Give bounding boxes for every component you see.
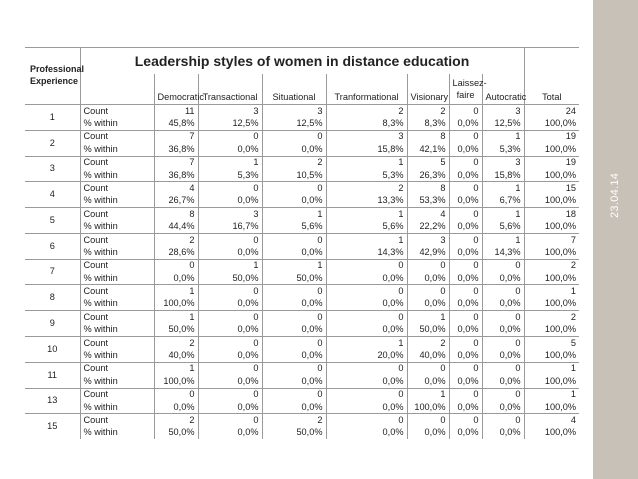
table-cell: 0,0%: [198, 375, 262, 388]
table-cell: 2: [154, 337, 198, 350]
table-cell: 44,4%: [154, 221, 198, 234]
col-header-autocratic: Autocratic: [482, 74, 524, 105]
table-row: [25, 117, 579, 130]
table-cell: 100,0%: [154, 375, 198, 388]
row-label-within: % within: [80, 324, 154, 337]
table-cell: 0,0%: [482, 375, 524, 388]
table-cell: 0,0%: [198, 298, 262, 311]
experience-group-label: 2: [25, 130, 80, 156]
row-label-within: % within: [80, 221, 154, 234]
table-cell: 8,3%: [326, 117, 407, 130]
col-header-visionary: Visionary: [407, 74, 449, 105]
table-cell: 0,0%: [449, 117, 482, 130]
table-cell: 0: [482, 414, 524, 427]
table-cell: 0,0%: [198, 195, 262, 208]
row-label-within: % within: [80, 298, 154, 311]
table-cell: 8: [407, 130, 449, 143]
table-cell: 7: [524, 233, 579, 246]
table-cell: 0: [198, 130, 262, 143]
table-row: [25, 375, 579, 388]
table-cell: 5,3%: [198, 169, 262, 182]
table-cell: 0: [449, 233, 482, 246]
table-cell: 1: [154, 285, 198, 298]
table-cell: 0,0%: [198, 143, 262, 156]
table-cell: 0: [449, 130, 482, 143]
table-cell: 1: [482, 233, 524, 246]
row-label-count: Count: [80, 285, 154, 298]
table-row: [25, 143, 579, 156]
table-cell: 13,3%: [326, 195, 407, 208]
table-cell: 5,6%: [482, 221, 524, 234]
row-label-count: Count: [80, 156, 154, 169]
side-bar: [593, 0, 638, 479]
table-cell: 100,0%: [544, 298, 577, 309]
table-cell: 24: [524, 105, 579, 118]
table-cell: 1: [524, 388, 579, 401]
table-cell: 0,0%: [326, 272, 407, 285]
table-cell: 0,0%: [262, 246, 326, 259]
row-label-count: Count: [80, 259, 154, 272]
table-row: [25, 233, 579, 246]
table-cell: 100,0%: [154, 298, 198, 311]
table-row: [25, 388, 579, 401]
table-cell: 0: [198, 182, 262, 195]
table-cell: 1: [326, 337, 407, 350]
table-cell: 0,0%: [482, 401, 524, 414]
table-cell: 14,3%: [482, 246, 524, 259]
table-cell: 0,0%: [262, 349, 326, 362]
table-cell: 0,0%: [262, 375, 326, 388]
table-cell: 0,0%: [154, 272, 198, 285]
table-cell: 6,7%: [482, 195, 524, 208]
table-cell: 0,0%: [262, 195, 326, 208]
row-label-within: % within: [80, 272, 154, 285]
table-cell: 1: [198, 156, 262, 169]
table-cell: 0: [326, 259, 407, 272]
table-row: [25, 130, 579, 143]
experience-group-label: 7: [25, 259, 80, 285]
table-cell: 0,0%: [449, 324, 482, 337]
professional-experience-header: Professional Experience: [25, 48, 80, 105]
table-cell: 28,6%: [154, 246, 198, 259]
table-cell: 0,0%: [407, 272, 449, 285]
table-cell: 1: [524, 362, 579, 375]
table-cell: 0: [482, 337, 524, 350]
table-cell: 10,5%: [262, 169, 326, 182]
table-cell: 0,0%: [482, 349, 524, 362]
table-cell: 3: [198, 105, 262, 118]
table-cell: 1: [326, 233, 407, 246]
table-cell: 100,0%: [544, 169, 577, 180]
table-cell: 0: [198, 337, 262, 350]
table-cell: 4: [407, 208, 449, 221]
table-cell: 0,0%: [407, 427, 449, 439]
table-cell: 0,0%: [449, 195, 482, 208]
table-cell: 0: [262, 130, 326, 143]
table-cell: 3: [326, 130, 407, 143]
table-cell: 50,0%: [154, 324, 198, 337]
table-cell: 50,0%: [198, 272, 262, 285]
table-cell: 0: [154, 388, 198, 401]
table-row: [25, 298, 579, 311]
experience-group-label: 8: [25, 285, 80, 311]
table-cell: 36,8%: [154, 143, 198, 156]
table-row: [25, 182, 579, 195]
table-cell: 0: [262, 362, 326, 375]
table-cell: 0,0%: [449, 427, 482, 439]
table-cell: 4: [524, 414, 579, 427]
table-row: [25, 246, 579, 259]
table-cell: 0,0%: [154, 401, 198, 414]
table-cell: 5,6%: [262, 221, 326, 234]
table-cell: 0,0%: [482, 298, 524, 311]
table-row: [25, 349, 579, 362]
table-cell: 0: [154, 259, 198, 272]
table-cell: 40,0%: [154, 349, 198, 362]
table-cell: 0: [407, 259, 449, 272]
table-row: [25, 311, 579, 324]
table-cell: 3: [482, 156, 524, 169]
table-cell: 1: [154, 362, 198, 375]
table-cell: 1: [524, 285, 579, 298]
table-cell: 0,0%: [326, 427, 407, 439]
table-row: [25, 259, 579, 272]
table-cell: 50,0%: [154, 427, 198, 439]
table-cell: 100,0%: [544, 401, 577, 412]
table-cell: 0,0%: [449, 143, 482, 156]
table-cell: 2: [326, 182, 407, 195]
table-cell: 0,0%: [326, 375, 407, 388]
row-label-count: Count: [80, 388, 154, 401]
table-cell: 8: [407, 182, 449, 195]
table-cell: 5,6%: [326, 221, 407, 234]
table-cell: 3: [262, 105, 326, 118]
table-cell: 100,0%: [544, 246, 577, 257]
table-cell: 2: [407, 337, 449, 350]
table-cell: 42,1%: [407, 143, 449, 156]
table-cell: 0: [326, 311, 407, 324]
table-cell: 5,3%: [326, 169, 407, 182]
table-cell: 0,0%: [407, 298, 449, 311]
table-cell: 0: [407, 285, 449, 298]
table-cell: 5,3%: [482, 143, 524, 156]
table-cell: 0,0%: [482, 427, 524, 439]
experience-group-label: 13: [25, 388, 80, 414]
table-cell: 5: [407, 156, 449, 169]
table-row: [25, 324, 579, 337]
table-cell: 2: [262, 156, 326, 169]
table-cell: 0: [262, 337, 326, 350]
table-row: [25, 105, 579, 118]
table-cell: 1: [482, 182, 524, 195]
table-cell: 1: [198, 259, 262, 272]
row-label-count: Count: [80, 130, 154, 143]
row-label-within: % within: [80, 427, 154, 439]
table-cell: 19: [524, 156, 579, 169]
table-cell: 18: [524, 208, 579, 221]
row-label-count: Count: [80, 311, 154, 324]
table-cell: 0: [449, 311, 482, 324]
table-cell: 2: [262, 414, 326, 427]
col-header-blank: [80, 74, 154, 105]
table-cell: 0: [198, 285, 262, 298]
col-header-transactional: Transactional: [198, 74, 262, 105]
row-label-within: % within: [80, 375, 154, 388]
experience-group-label: 9: [25, 311, 80, 337]
table-cell: 0: [262, 388, 326, 401]
table-cell: 0,0%: [326, 298, 407, 311]
table-cell: 0: [449, 105, 482, 118]
col-header-situational: Situational: [262, 74, 326, 105]
table-cell: 0: [449, 362, 482, 375]
table-cell: 1: [262, 208, 326, 221]
table-cell: 1: [154, 311, 198, 324]
row-label-count: Count: [80, 105, 154, 118]
row-label-count: Count: [80, 208, 154, 221]
table-cell: 15,8%: [482, 169, 524, 182]
table-cell: 0: [262, 311, 326, 324]
table-cell: 0,0%: [262, 298, 326, 311]
table-cell: 19: [524, 130, 579, 143]
table-cell: 0: [482, 311, 524, 324]
experience-group-label: 15: [25, 414, 80, 439]
col-header-transformational: Tranformational: [326, 74, 407, 105]
experience-group-label: 10: [25, 337, 80, 363]
table-cell: 2: [524, 259, 579, 272]
table-cell: 7: [154, 130, 198, 143]
table-cell: 0,0%: [326, 401, 407, 414]
table-row: [25, 272, 579, 285]
table-cell: 5: [524, 337, 579, 350]
row-label-count: Count: [80, 337, 154, 350]
table-cell: 0: [407, 362, 449, 375]
col-header-laissez-faire: Laissez-faire: [449, 74, 482, 105]
table-cell: 0: [326, 388, 407, 401]
table-title: Leadership styles of women in distance education: [80, 48, 524, 75]
table-cell: 3: [407, 233, 449, 246]
table-cell: 0,0%: [449, 375, 482, 388]
table-cell: 100,0%: [544, 324, 577, 335]
col-header-democratic: Democratic: [154, 74, 198, 105]
table-cell: 0: [449, 337, 482, 350]
table-cell: 2: [154, 414, 198, 427]
table-row: [25, 414, 579, 427]
table-cell: 8,3%: [407, 117, 449, 130]
experience-group-label: 3: [25, 156, 80, 182]
table-cell: 0: [449, 259, 482, 272]
table-cell: 0,0%: [198, 324, 262, 337]
table-cell: 0: [482, 388, 524, 401]
table-cell: 100,0%: [544, 350, 577, 361]
table-cell: 0: [198, 362, 262, 375]
table-cell: 8: [154, 208, 198, 221]
table-cell: 0,0%: [449, 401, 482, 414]
table-cell: 0,0%: [449, 169, 482, 182]
table-cell: 0,0%: [198, 349, 262, 362]
table-cell: 2: [524, 311, 579, 324]
table-cell: 15,8%: [326, 143, 407, 156]
row-label-count: Count: [80, 414, 154, 427]
table-cell: 0: [262, 285, 326, 298]
table-cell: 36,8%: [154, 169, 198, 182]
table-cell: 12,5%: [482, 117, 524, 130]
table-row: [25, 169, 579, 182]
table-cell: 16,7%: [198, 221, 262, 234]
table-cell: 50,0%: [262, 427, 326, 439]
row-label-count: Count: [80, 182, 154, 195]
table-cell: 0: [449, 182, 482, 195]
table-cell: 0: [326, 285, 407, 298]
table-cell: 100,0%: [544, 117, 577, 128]
table-cell: 0: [198, 233, 262, 246]
table-cell: 0: [449, 414, 482, 427]
table-cell: 0,0%: [198, 427, 262, 439]
table-cell: 0,0%: [198, 401, 262, 414]
experience-group-label: 11: [25, 362, 80, 388]
table-row: [25, 362, 579, 375]
table-cell: 0,0%: [407, 375, 449, 388]
table-row: [25, 221, 579, 234]
table-cell: 100,0%: [544, 221, 577, 232]
table-cell: 0,0%: [482, 272, 524, 285]
table-cell: 100,0%: [407, 401, 449, 414]
table-row: [25, 156, 579, 169]
table-cell: 14,3%: [326, 246, 407, 259]
table-row: [25, 285, 579, 298]
table-cell: 15: [524, 182, 579, 195]
experience-group-label: 1: [25, 105, 80, 131]
table-cell: 0: [326, 362, 407, 375]
table-cell: 53,3%: [407, 195, 449, 208]
table-cell: 20,0%: [326, 349, 407, 362]
table-cell: 0: [198, 414, 262, 427]
table-row: [25, 208, 579, 221]
row-label-within: % within: [80, 169, 154, 182]
row-label-count: Count: [80, 233, 154, 246]
table-cell: 0: [262, 233, 326, 246]
table-cell: 1: [482, 130, 524, 143]
table-cell: 0: [326, 414, 407, 427]
table-cell: 3: [198, 208, 262, 221]
table-cell: 26,7%: [154, 195, 198, 208]
table-cell: 0,0%: [262, 143, 326, 156]
table-cell: 22,2%: [407, 221, 449, 234]
row-label-count: Count: [80, 362, 154, 375]
col-header-total: Total: [524, 48, 579, 105]
table-cell: 0: [482, 285, 524, 298]
table-cell: 0: [482, 362, 524, 375]
table-cell: 100,0%: [544, 143, 577, 154]
table-cell: 7: [154, 156, 198, 169]
table-cell: 0: [198, 311, 262, 324]
table-cell: 12,5%: [198, 117, 262, 130]
table-cell: 0: [262, 182, 326, 195]
table-cell: 2: [154, 233, 198, 246]
table-cell: 42,9%: [407, 246, 449, 259]
experience-group-label: 4: [25, 182, 80, 208]
table-cell: 0,0%: [449, 272, 482, 285]
table-cell: 0: [198, 388, 262, 401]
crosstab-table: [25, 47, 579, 439]
table-cell: 0,0%: [326, 324, 407, 337]
table-cell: 0,0%: [482, 324, 524, 337]
table-cell: 0,0%: [449, 246, 482, 259]
table-cell: 4: [154, 182, 198, 195]
table-row: [25, 401, 579, 414]
table-cell: 40,0%: [407, 349, 449, 362]
table-cell: 50,0%: [262, 272, 326, 285]
row-label-within: % within: [80, 117, 154, 130]
table-cell: 0: [449, 156, 482, 169]
row-label-within: % within: [80, 143, 154, 156]
table-cell: 0,0%: [262, 401, 326, 414]
table-row: [25, 195, 579, 208]
table-cell: 0,0%: [198, 246, 262, 259]
table-cell: 11: [154, 105, 198, 118]
experience-group-label: 6: [25, 233, 80, 259]
table-row: [25, 337, 579, 350]
table-cell: 45,8%: [154, 117, 198, 130]
table-cell: 0: [449, 208, 482, 221]
table-cell: 0: [482, 259, 524, 272]
table-cell: 100,0%: [544, 272, 577, 283]
row-label-within: % within: [80, 246, 154, 259]
table-cell: 50,0%: [407, 324, 449, 337]
table-cell: 3: [482, 105, 524, 118]
table-cell: 0,0%: [449, 298, 482, 311]
table-cell: 0: [449, 285, 482, 298]
table-cell: 2: [407, 105, 449, 118]
table-cell: 0: [407, 414, 449, 427]
row-label-within: % within: [80, 195, 154, 208]
table-cell: 1: [262, 259, 326, 272]
table-cell: 0,0%: [449, 221, 482, 234]
experience-group-label: 5: [25, 208, 80, 234]
table-body: [25, 105, 579, 440]
table-cell: 1: [407, 388, 449, 401]
table-cell: 1: [482, 208, 524, 221]
table-cell: 100,0%: [544, 195, 577, 206]
table-cell: 1: [407, 311, 449, 324]
table-cell: 12,5%: [262, 117, 326, 130]
table-cell: 0,0%: [449, 349, 482, 362]
table-cell: 1: [326, 208, 407, 221]
table-cell: 0,0%: [262, 324, 326, 337]
row-label-within: % within: [80, 349, 154, 362]
row-label-within: % within: [80, 401, 154, 414]
slide-date: 23.04.14: [609, 172, 621, 218]
table-cell: 0: [449, 388, 482, 401]
table-cell: 2: [326, 105, 407, 118]
table-cell: 26,3%: [407, 169, 449, 182]
table-cell: 100,0%: [544, 375, 577, 386]
table-cell: 100,0%: [544, 427, 577, 438]
table-cell: 1: [326, 156, 407, 169]
table-row: [25, 427, 579, 439]
